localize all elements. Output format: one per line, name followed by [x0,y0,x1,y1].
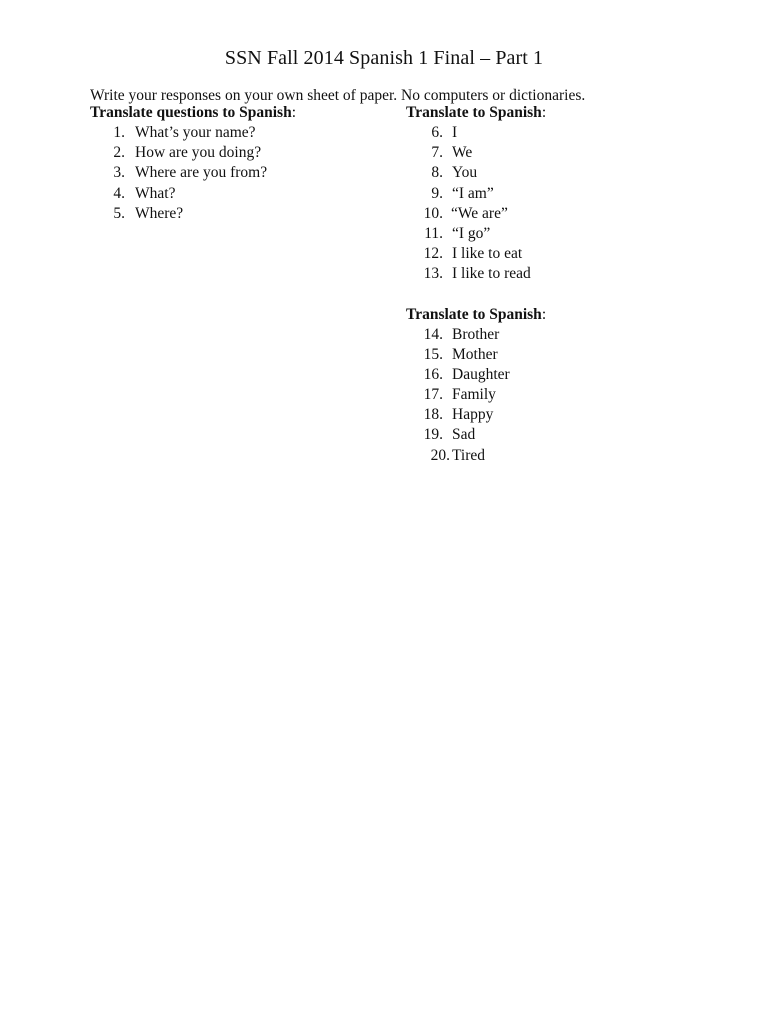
item-text: Brother [452,325,500,343]
section-heading-label: Translate to Spanish [406,305,542,323]
item-number: 5. [113,204,125,222]
item-text: Where are you from? [135,164,268,182]
item-number: 18. [423,406,443,424]
list-item [406,446,546,466]
item-number: 3. [113,164,125,182]
item-text: Tired [452,446,486,464]
list-item [90,184,296,204]
list-item [90,163,296,183]
item-number: 15. [423,345,443,363]
question-list [90,123,296,224]
item-number: 19. [423,426,443,444]
item-text: “We are” [451,204,508,222]
item-text: “I am” [452,184,494,202]
section-heading-translate-1 [406,103,546,123]
list-item [90,204,296,224]
list-item [90,143,296,163]
item-number: 4. [113,184,125,202]
list-item [406,365,546,385]
item-number: 1. [113,124,125,141]
item-text: What? [135,184,176,202]
list-item [406,184,546,204]
item-text: Family [452,386,496,404]
list-item [406,163,546,183]
item-number: 20. [430,446,450,464]
item-text: I [452,124,458,141]
item-text: “I go” [452,224,491,242]
item-number: 16. [423,365,443,383]
list-item [406,143,546,163]
instructions-text: Write your responses on your own sheet of paper. No computers or dictionaries. [90,87,586,104]
item-text: I like to eat [452,245,523,263]
item-number: 12. [423,245,443,263]
list-item [406,123,546,143]
item-number: 8. [431,164,443,182]
item-text: How are you doing? [135,144,262,162]
list-item [406,325,546,345]
list-item [90,123,296,143]
item-text: Daughter [452,365,510,383]
list-item [406,345,546,365]
list-item [406,405,546,425]
list-item [406,425,546,445]
item-number: 17. [423,386,443,404]
item-number: 6. [431,124,443,141]
item-text: Happy [452,406,494,424]
section-heading-colon: : [541,305,547,323]
list-item [406,385,546,405]
section-heading-label: Translate questions to Spanish [90,104,292,121]
item-number: 7. [431,144,443,162]
item-number: 11. [424,224,443,242]
right-translation-column [406,103,546,466]
section-heading-label: Translate to Spanish [406,104,542,121]
item-text: We [452,144,473,162]
page-title: SSN Fall 2014 Spanish 1 Final – Part 1 [224,47,544,69]
item-number: 14. [423,325,443,343]
item-text: Where? [135,204,184,222]
section-heading-questions [90,103,296,123]
item-number: 10. [423,204,443,222]
section-spacer [406,285,546,305]
item-text: I like to read [452,265,531,283]
item-text: Mother [452,345,498,363]
item-number: 9. [431,184,443,202]
item-text: What’s your name? [135,124,256,141]
list-item [406,264,546,284]
item-number: 2. [113,144,125,162]
list-item [406,244,546,264]
list-item [406,224,546,244]
left-question-column [90,103,296,224]
section-heading-translate-2 [406,305,546,325]
item-text: You [452,164,478,182]
translation-list-1 [406,123,546,285]
item-number: 13. [423,265,443,283]
section-heading-colon: : [291,104,297,121]
item-text: Sad [452,426,476,444]
list-item [406,204,546,224]
section-heading-colon: : [541,104,547,121]
translation-list-2 [406,325,546,466]
